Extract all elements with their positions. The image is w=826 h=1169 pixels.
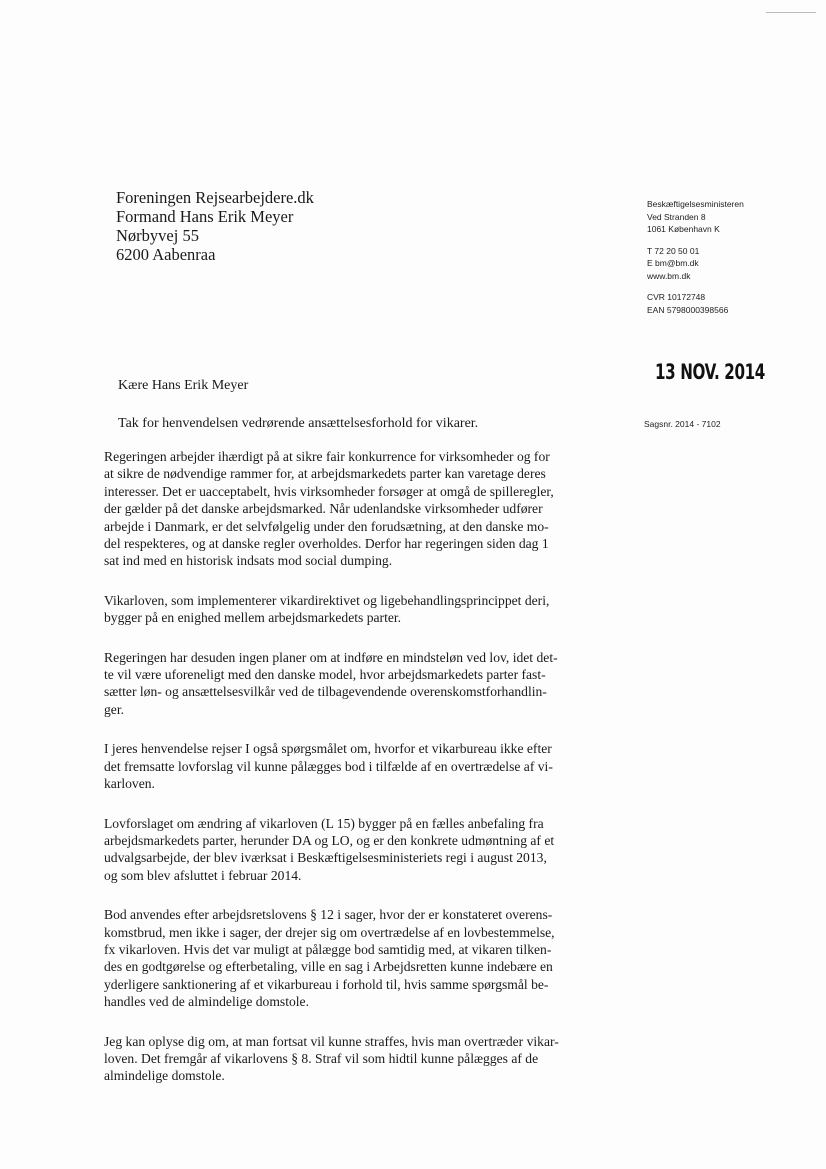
paragraph-line: interesser. Det er uacceptabelt, hvis virksomheder forsøger at omgå de spilleregler,	[104, 483, 554, 499]
recipient-person: Formand Hans Erik Meyer	[116, 207, 294, 226]
sender-cvr: CVR 10172748	[647, 292, 706, 302]
paragraph-line: og som blev afsluttet i februar 2014.	[104, 867, 302, 883]
body-paragraph	[104, 740, 604, 792]
paragraph-line: ger.	[104, 701, 125, 717]
body-paragraph	[104, 815, 604, 885]
paragraph-line: karloven.	[104, 776, 155, 792]
paragraph-line: at sikre de nødvendige rammer for, at arbejdsmarkedets parter kan varetage deres	[104, 466, 546, 482]
salutation: Kære Hans Erik Meyer	[118, 378, 249, 393]
sender-name: Beskæftigelsesministeren	[647, 199, 744, 209]
paragraph-line: fx vikarloven. Hvis det var muligt at pålægge bod samtidig med, at vikaren tilken-	[104, 941, 552, 957]
sender-street: Ved Stranden 8	[647, 211, 706, 222]
recipient-street: Nørbyvej 55	[116, 226, 199, 245]
paragraph-line: te vil være uforeneligt med den danske model, hvor arbejdsmarkedets parter fast-	[104, 667, 546, 683]
sender-city: 1061 København K	[647, 224, 720, 234]
recipient-address	[116, 188, 314, 264]
paragraph-line: des en godtgørelse og efterbetaling, ville en sag i Arbejdsretten kunne indebære en	[104, 959, 553, 975]
sender-info	[647, 198, 744, 325]
paragraph-line: Regeringen arbejder ihærdigt på at sikre fair konkurrence for virksomheder og for	[104, 449, 550, 464]
paragraph-line: komstbrud, men ikke i sager, der drejer sig om overtrædelse af en lovbestemmelse,	[104, 924, 555, 940]
letter-body	[104, 448, 604, 1107]
body-paragraph	[104, 906, 604, 1010]
sender-web: www.bm.dk	[647, 270, 691, 281]
paragraph-line: I jeres henvendelse rejser I også spørgsmålet om, hvorfor et vikarbureau ikke efter	[104, 741, 552, 757]
sender-address	[647, 198, 744, 236]
paragraph-line: det fremsatte lovforslag vil kunne pålægges bod i tilfælde af en overtrædelse af vi-	[104, 758, 553, 774]
paragraph-line: sætter løn- og ansættelsesvilkår ved de tilbagevendende overenskomstforhandlin-	[104, 684, 547, 700]
recipient-city: 6200 Aabenraa	[116, 245, 216, 264]
body-paragraph	[104, 592, 604, 627]
date-stamp: 13 NOV. 2014	[655, 360, 765, 384]
paragraph-line: udvalgsarbejde, der blev iværksat i Beskæftigelsesministeriets regi i august 2013,	[104, 850, 547, 866]
paragraph-line: Jeg kan oplyse dig om, at man fortsat vil kunne straffes, hvis man overtræder vikar-	[104, 1033, 559, 1049]
paragraph-line: yderligere sanktionering af et vikarbureau i forhold til, hvis samme spørgsmål be-	[104, 976, 549, 992]
scan-mark	[766, 12, 816, 13]
paragraph-line: arbejdsmarkedets parter, herunder DA og LO, og er den konkrete udmøntning af et	[104, 832, 555, 848]
paragraph-line: loven. Det fremgår af vikarlovens § 8. Straf vil som hidtil kunne pålægges af de	[104, 1050, 539, 1066]
body-paragraph	[104, 1033, 604, 1085]
paragraph-line: Lovforslaget om ændring af vikarloven (L 15) bygger på en fælles anbefaling fra	[104, 815, 544, 831]
paragraph-line: Regeringen har desuden ingen planer om at indføre en mindsteløn ved lov, idet det-	[104, 649, 558, 665]
paragraph-line: sat ind med en historisk indsats mod social dumping.	[104, 553, 393, 569]
recipient-organization: Foreningen Rejsearbejdere.dk	[116, 188, 314, 207]
paragraph-line: almindelige domstole.	[104, 1068, 225, 1084]
paragraph-line: Bod anvendes efter arbejdsretslovens § 12 i sager, hvor der er konstateret overens-	[104, 907, 553, 923]
sender-ean: EAN 5798000398566	[647, 304, 729, 315]
intro-line: Tak for henvendelsen vedrørende ansættelsesforhold for vikarer.	[118, 416, 479, 431]
paragraph-line: del respekteres, og at danske regler overholdes. Derfor har regeringen siden dag 1	[104, 536, 549, 552]
body-paragraph	[104, 448, 604, 570]
paragraph-line: arbejde i Danmark, er det selvfølgelig under den forudsætning, at den danske mo-	[104, 518, 549, 534]
sender-contact	[647, 245, 744, 283]
sender-email: E bm@bm.dk	[647, 258, 699, 268]
sender-phone: T 72 20 50 01	[647, 245, 700, 256]
paragraph-line: bygger på en enighed mellem arbejdsmarkedets parter.	[104, 610, 402, 626]
paragraph-line: Vikarloven, som implementerer vikardirektivet og ligebehandlingsprincippet deri,	[104, 592, 550, 608]
paragraph-line: der gælder på det danske arbejdsmarked. Når udenlandske virksomheder udfører	[104, 501, 543, 517]
case-number: Sagsnr. 2014 - 7102	[644, 419, 721, 429]
body-paragraph	[104, 649, 604, 719]
paragraph-line: handles ved de almindelige domstole.	[104, 994, 309, 1010]
sender-registration	[647, 291, 744, 316]
